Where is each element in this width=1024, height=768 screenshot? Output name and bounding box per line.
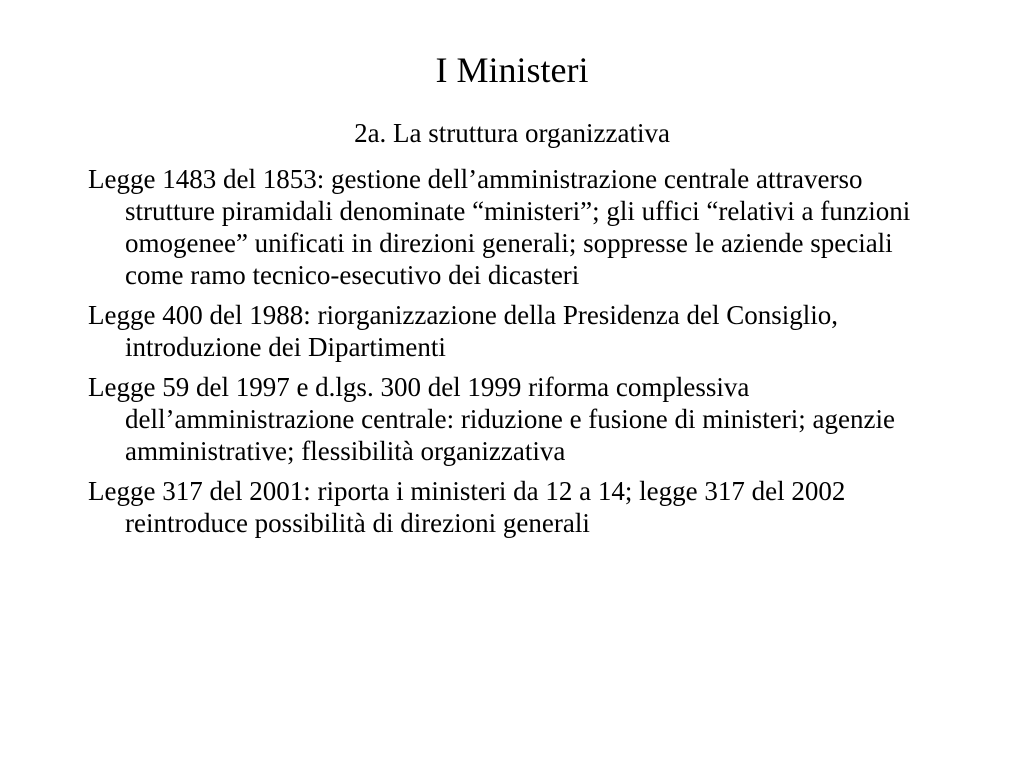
bullet-point: Legge 1483 del 1853: gestione dell’amministrazione centrale attraverso strutture piramidali denominate “ministeri”; gli uffici “relativi a funzioni omogenee” unificati in direzioni generali; soppresse le aziende speciali come ramo tecnico-esecutivo dei dicasteri [88, 164, 911, 290]
bullet-point: Legge 317 del 2001: riporta i ministeri da 12 a 14; legge 317 del 2002 reintroduce possibilità di direzioni generali [88, 476, 846, 538]
slide-title: I Ministeri [435, 50, 589, 90]
bullet-point: Legge 59 del 1997 e d.lgs. 300 del 1999 riforma complessiva dell’amministrazione centrale: riduzione e fusione di ministeri; agenzie amministrative; flessibilità organizzativa [88, 372, 895, 466]
bullet-list [88, 163, 948, 547]
bullet-point: Legge 400 del 1988: riorganizzazione della Presidenza del Consiglio, introduzione dei Dipartimenti [88, 300, 839, 362]
slide-subtitle: 2a. La struttura organizzativa [354, 118, 670, 148]
